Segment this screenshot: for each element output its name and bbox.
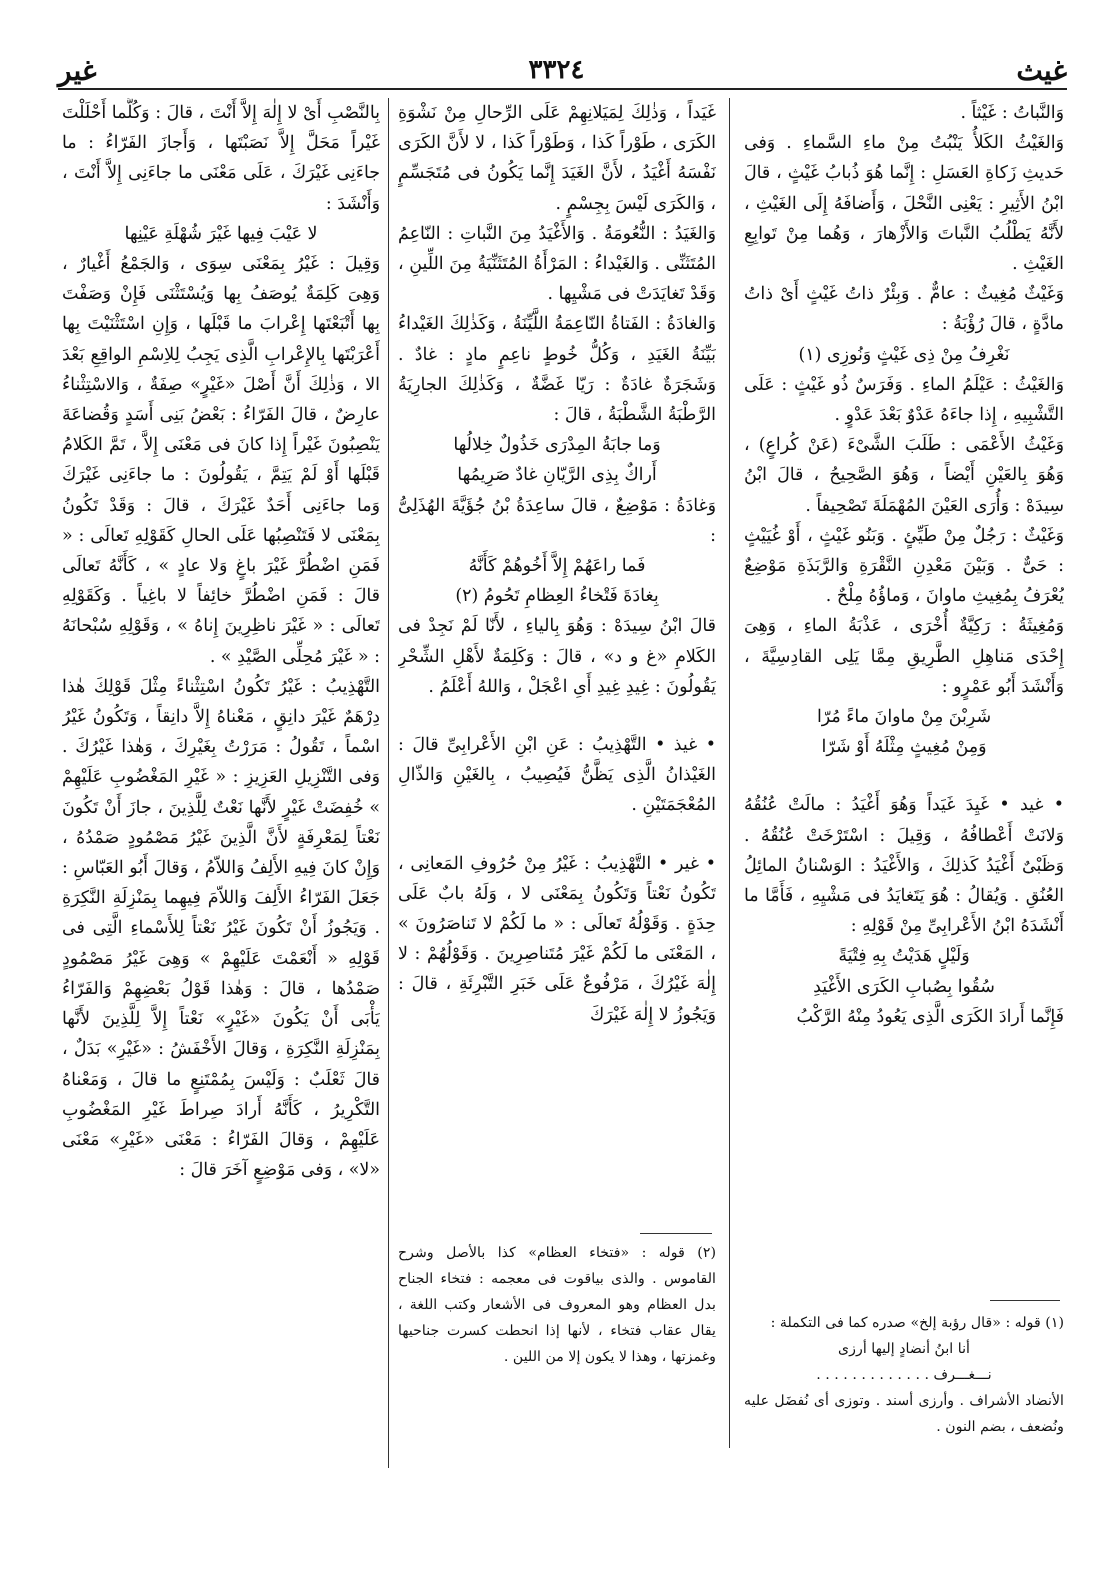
paragraph: وَالغَيْثُ : عَيْلَمُ الماءِ . وَفَرَسٌ ذُو غَيْثٍ : عَلَى التَّشْبِيهِ ، إِذا جاءَهُ عَدْوٌ بَعْدَ عَدْوٍ . <box>744 374 1064 426</box>
verse-line: وَمِنْ مُغِيثٍ مِثْلَهُ أَوْ شَرّا <box>821 737 987 758</box>
verse-line: سُقُوا بِصُبابِ الكَرَى الأَغْيَدِ <box>813 976 995 997</box>
footnote-verse: نـــغـــرف . . . . . . . . . . . . . <box>816 1367 992 1383</box>
paragraph: قالَ ابْنُ سِيدَهْ : وَهُوَ بِالياءِ ، لأَنّا لَمْ نَجِدْ فى الكَلامِ «غ و د» ، قالَ : وَكَلِمَةٌ لأَهْلِ الشِّحْرِ يَقُولُونَ : غِيدِ غِيدِ أَىِ اعْجَلْ ، وَاللهُ أَعْلَمُ . <box>398 616 716 697</box>
verse-line: فَما راعَهُمْ إِلاَّ أَخُوهُمْ كَأَنَّهُ <box>468 556 646 577</box>
header-left-word: غير <box>58 53 97 87</box>
paragraph: وَغَيْثٌ مُغِيثٌ : عامٌّ . وَبِئْرٌ ذاتُ غَيْثٍ أَىْ ذاتُ مادَّةٍ ، قالَ رُؤْبَةُ : <box>744 284 1064 335</box>
verse-line: وَما جابَةُ المِدْرَى خَذُولٌ خِلالُها <box>453 435 661 456</box>
paragraph: وَغَيْثٌ : رَجُلٌ مِنْ طَيِّئٍ . وَبَنُو غَيْثٍ ، أَوْ غُيَيْثٍ : حَىٌّ . وَبَيْنَ مَعْدِنِ النَّقْرَةِ وَالرَّبَذَةِ مَوْضِعٌ يُعْرَفُ بِمُغِيثِ ماوانَ ، وَماؤُهُ مِلْحٌ . <box>744 525 1064 607</box>
entry-paragraph: • غيذ • التَّهْذِيبُ : عَنِ ابْنِ الأَعْرابِىِّ قالَ : الغَيْذانُ الَّذِى يَظَّنُّ فَيُصِيبُ ، بِالغَيْنِ وَالذّالِ المُعْجَمَتَيْنِ . <box>398 735 716 816</box>
paragraph: وَالغَيَدُ : النُّعُومَةُ . وَالأَغْيَدُ مِنَ النَّباتِ : النّاعِمُ المُتَثَنِّى . وَالغَيْداءُ : المَرْأَةُ المُتَثَنِّيَةُ مِنَ اللِّينِ ، وَقَدْ تَغايَدَتْ فى مَشْيِها . <box>398 223 716 305</box>
paragraph: غَيَداً ، وَذٰلِكَ لِمَيَلانِهِمْ عَلَى الرِّحالِ مِنْ نَشْوَةِ الكَرَى ، طَوْراً كَذا ، وَطَوْراً كَذا ، لا لأَنَّ الكَرَى نَفْسَهُ أَغْيَدُ ، لأَنَّ الغَيَدَ إِنَّما يَكُونُ فى مُتَجَسِّمٍ ، وَالكَرَى لَيْسَ بِجِسْمٍ . <box>398 103 716 214</box>
paragraph: التَّهْذِيبُ : غَيْرُ تَكُونُ اسْتِثْناءً مِثْلَ قَوْلِكَ هٰذا دِرْهَمٌ غَيْرَ دانِقٍ ، مَعْناهُ إِلاَّ دانِقاً ، وَتَكُونُ غَيْرُ اسْماً ، تَقُولُ : مَرَرْتُ بِغَيْرِكَ ، وَهٰذا غَيْرُكَ . وَفى التَّنْزِيلِ العَزِيزِ : « غَيْرِ المَغْضُوبِ عَلَيْهِمْ » خُفِضَتْ غَيْرٍ لأَنَّها نَعْتٌ لِلَّذِينَ ، جازَ أَنْ تَكُونَ نَعْتاً لِمَعْرِفَةٍ لأَنَّ الَّذِينَ غَيْرُ مَصْمُودٍ صَمْدُهُ ، وَإِنْ كانَ فِيهِ الأَلِفُ وَاللاّمُ ، وَقالَ أَبُو العَبّاسِ : جَعَلَ الفَرّاءُ الأَلِفَ وَاللاّمَ فِيهِما بِمَنْزِلَةِ النَّكِرَةِ . وَيَجُوزُ أَنْ تَكُونَ غَيْرُ نَعْتاً لِلأَسْماءِ الَّتِى فى قَوْلِهِ « أَنْعَمْتَ عَلَيْهِمْ » وَهِىَ غَيْرُ مَصْمُودٍ صَمْدُها ، قالَ : وَهٰذا قَوْلُ بَعْضِهِمْ وَالفَرّاءُ يَأْبَى أَنْ يَكُونَ «غَيْرٍ» نَعْتاً إِلاَّ لِلَّذِينَ لأَنَّها بِمَنْزِلَةِ النَّكِرَةِ ، وَقالَ الأَخْفَشُ : «غَيْرِ» بَدَلٌ ، قالَ ثَعْلَبٌ : وَلَيْسَ بِمُمْتَنِعٍ ما قالَ ، وَمَعْناهُ التَّكْرِيرُ ، كَأَنَّهُ أَرادَ صِراطَ غَيْرِ المَغْضُوبِ عَلَيْهِمْ ، وَقالَ الفَرّاءُ : مَعْنَى «غَيْرِ» مَعْنَى «لا» ، وَفى مَوْضِعٍ آخَرَ قالَ : <box>62 676 380 1181</box>
verse-line: لا عَيْبَ فِيها غَيْرَ شُهْلَةِ عَيْنِها <box>124 223 318 244</box>
column-right <box>744 98 1064 1303</box>
footnote-line: الأنضاد الأشراف . وأرزى أسند . وتوزى أى نُفضَل عليه ونُضعف ، بضم النون . <box>744 1393 1064 1435</box>
footnote-middle <box>398 1240 716 1470</box>
footnote-rule <box>990 1300 1060 1301</box>
footnote-verse: أنا ابنُ أنضادٍ إليها أرزى <box>838 1341 970 1357</box>
paragraph: وَقِيلَ : غَيْرُ بِمَعْنَى سِوَى ، وَالجَمْعُ أَغْيارٌ ، وَهِىَ كَلِمَةٌ يُوصَفُ بِها وَيُسْتَثْنَى فَإِنْ وَصَفْتَ بِها أَتْبَعْتَها إِعْرابَ ما قَبْلَها ، وَإِنِ اسْتَثْنَيْتَ بِها أَعْرَبْتَها بِالإِعْرابِ الَّذِى يَجِبُ لِلاِسْمِ الواقِعِ بَعْدَ الا ، وَذٰلِكَ أَنَّ أَصْلَ «غَيْرٍ» صِفَةٌ ، وَالاسْتِثْناءُ عارِضٌ ، قالَ الفَرّاءُ : بَعْضُ بَنِى أَسَدٍ وَقُضاعَةَ يَنْصِبُونَ غَيْراً إِذا كانَ فى مَعْنَى إِلاَّ ، تَمَّ الكَلامُ قَبْلَها أَوْ لَمْ يَتِمَّ ، يَقُولُونَ : ما جاءَنِى غَيْرَكَ وَما جاءَنِى أَحَدٌ غَيْرَكَ ، قالَ : وَقَدْ تَكُونُ بِمَعْنَى لا فَتَنْصِبُها عَلَى الحالِ كَقَوْلِهِ تَعالَى : « فَمَنِ اضْطُرَّ غَيْرَ باغٍ وَلا عادٍ » ، كَأَنَّهُ تَعالَى قالَ : فَمَنِ اضْطُرَّ خائِفاً لا باغِياً . وَكَقَوْلِهِ تَعالَى : « غَيْرَ ناظِرِينَ إِناهُ » ، وَقَوْلِهِ سُبْحانَهُ : « غَيْرَ مُحِلِّى الصَّيْدِ » . <box>62 254 380 667</box>
paragraph: وَالغادَةُ : الفَتاةُ النّاعِمَةُ اللَّيِّنَةُ ، وَكَذٰلِكَ الغَيْداءُ بَيِّنَةُ الغَيَدِ ، وَكُلُّ خُوطٍ ناعِمٍ مادٍ : غادٌ . وَشَجَرَةٌ غادَةٌ : رَيّا غَضَّةٌ ، وَكَذٰلِكَ الجارِيَةُ الرَّطْبَةُ الشَّطْبَةُ ، قالَ : <box>398 314 716 426</box>
column-left <box>62 98 380 1468</box>
footnote-line: (١) قوله : «قال رؤبة إلخ» صدره كما فى التكملة : <box>770 1315 1064 1331</box>
paragraph: وَالغَيْثُ الكَلأُ يَنْبُتُ مِنْ ماءِ السَّماءِ . وَفى حَديثِ زَكاةِ العَسَلِ : إِنَّما هُوَ ذُبابُ غَيْثٍ ، قالَ ابْنُ الأَثِيرِ : يَعْنِى النَّحْلَ ، وَأَضافَهُ إِلَى الغَيْثِ ، لأَنَّهُ يَطْلُبُ النَّباتَ وَالأَزْهارَ ، وَهُما مِنْ تَوابِعِ الغَيْثِ . <box>744 133 1064 275</box>
footnote-right <box>744 1310 1064 1460</box>
column-divider <box>729 98 730 1448</box>
paragraph: وَمُغِيثَةُ : رَكِيَّةٌ أُخْرَى ، عَذْبَةُ الماءِ ، وَهِىَ إِحْدَى مَناهِلِ الطَّرِيقِ مِمَّا يَلِى القادِسِيَّةَ ، وَأَنْشَدَ أَبُو عَمْرٍو : <box>744 616 1064 697</box>
page-number: ٣٣٢٤ <box>528 55 585 85</box>
paragraph: بِالنَّصْبِ أَىْ لا إِلٰهَ إِلاَّ أَنْتَ ، قالَ : وَكُلَّما أَحْلَلْتَ غَيْراً مَحَلَّ إِلاَّ نَصَبْتَها ، وَأَجازَ الفَرّاءُ : ما جاءَنِى غَيْرَكَ ، عَلَى مَعْنَى ما جاءَنِى إِلاَّ أَنْتَ ، وَأَنْشَدَ : <box>62 103 380 214</box>
verse-line: شَرِبْنَ مِنْ ماوانَ ماءً مُرّا <box>816 707 992 728</box>
entry-paragraph: • غيد • غَيِدَ غَيَداً وَهُوَ أَغْيَدُ : مالَتْ عُنُقُهُ وَلانَتْ أَعْطافُهُ ، وَقِيلَ : اسْتَرْخَتْ عُنُقُهُ . وَظَبْىٌ أَغْيَدُ كَذلِكَ ، وَالأَغْيَدُ : الوَسْنانُ المائِلُ العُنُقِ . وَيُقالُ : هُوَ يَتَغايَدُ فى مَشْيِهِ ، فَأَمَّا ما أَنْشَدَهُ ابْنُ الأَعْرابِىِّ مِنْ قَوْلِهِ : <box>744 795 1064 937</box>
column-middle <box>398 98 716 1238</box>
verse-line: أَراكٌ بِذِى الرَّيّانِ غادٌ صَرِيمُها <box>457 465 657 486</box>
header-right-word: غيث <box>1016 53 1067 87</box>
column-divider <box>388 98 389 1468</box>
paragraph: وَغادَةُ : مَوْضِعٌ ، قالَ ساعِدَةُ بْنُ جُؤَيَّةَ الهُذَلِىُّ : <box>398 495 716 546</box>
entry-paragraph: • غير • التَّهْذِيبُ : غَيْرُ مِنْ حُرُوفِ المَعانِى ، تَكُونُ نَعْتاً وَتَكُونُ بِمَعْنَى لا ، وَلَهُ بابٌ عَلَى حِدَةٍ . وَقَوْلُهُ تَعالَى : « ما لَكُمْ لا تَناصَرُونَ » ، المَعْنَى ما لَكُمْ غَيْرَ مُتَناصِرِينَ . وَقَوْلُهُمْ : لا إِلٰهَ غَيْرُكَ ، مَرْفُوعٌ عَلَى خَبَرِ التَّبْرِئَةِ ، قالَ : وَيَجُوزُ لا إِلٰهَ غَيْرَكَ <box>398 853 716 1025</box>
paragraph: فَإِنَّما أَرادَ الكَرَى الَّذِى يَعُودُ مِنْهُ الرَّكْبُ <box>796 1006 1064 1027</box>
spacer <box>398 702 716 730</box>
footnote-line: (٢) قوله : «فتخاء العظام» كذا بالأصل وشرح القاموس . والذى بياقوت فى معجمه : فتخاء الجناح بدل العظام وهو المعروف فى الأشعار وكتب اللغة ، يقال عقاب فتخاء ، لأنها إذا انحطت كسرت جناحيها وغمزتها ، وهذا لا يكون إلا من اللين . <box>398 1245 716 1365</box>
page-header <box>58 50 1067 90</box>
verse-line: نَغْرِفُ مِنْ ذِى غَيْثٍ وَنُوزِى (١) <box>798 344 1010 365</box>
paragraph: وَغَيْثُ الأَعْمَى : طَلَبَ الشَّىْءَ (عَنْ كُراعٍ) ، وَهُوَ بِالعَيْنِ أَيْضاً ، وَهُوَ الصَّحِيحُ ، قالَ ابْنُ سِيدَهْ : وَأُرَى العَيْنَ المُهْمَلَةَ تَصْحِيفاً . <box>744 435 1064 516</box>
paragraph: وَالنَّباتُ : غَيْثاً . <box>960 103 1064 123</box>
footnote-rule <box>640 1233 712 1234</box>
verse-line: وَلَيْلٍ هَدَيْتُ بِهِ فِتْيَةً <box>838 946 970 967</box>
header-rule <box>58 88 1067 90</box>
spacer <box>398 821 716 849</box>
spacer <box>744 762 1064 790</box>
verse-line: بِغادَةَ فَتْخاءُ العِظامِ تَحُومُ (٢) <box>455 586 659 607</box>
